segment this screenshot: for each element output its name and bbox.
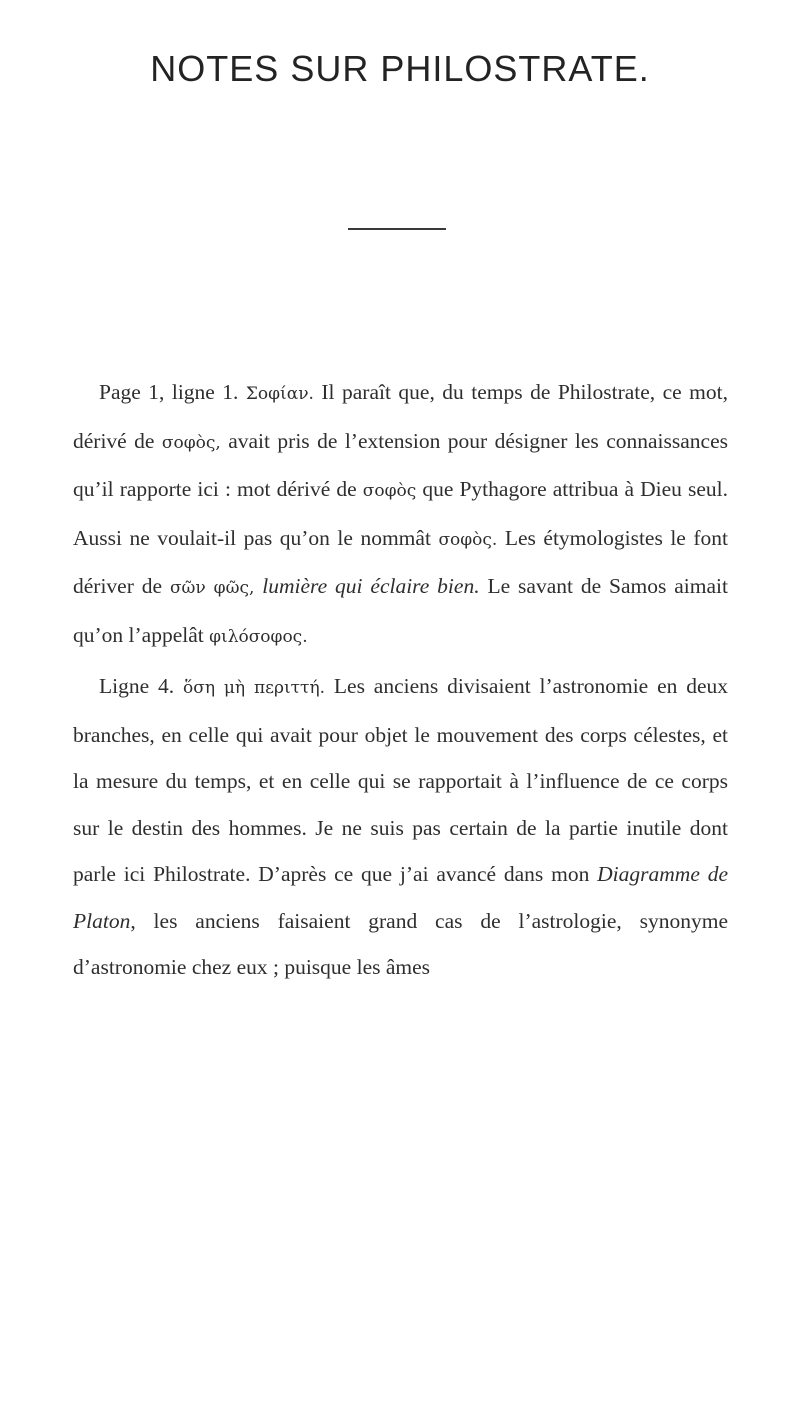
note-reference: Ligne 4. — [99, 674, 175, 698]
note-text — [174, 674, 183, 698]
note-text: Les anciens divisaient l’astronomie en deux branches, en celle qui avait pour objet le mouvement des corps célestes, et la mesure du temps, et en celle qui se rapportait à l’influence de ce corps sur le destin des hommes. Je ne suis pas certain de la partie inutile dont parle ici Philostrate. D’après ce que j’ai avancé dans mon — [73, 674, 729, 886]
greek-term: Σοφίαν. — [245, 384, 314, 404]
note-paragraph — [73, 369, 728, 660]
note-text — [238, 380, 245, 404]
greek-term: φιλόσοφος. — [209, 626, 308, 647]
page-title: NOTES SUR PHILOSTRATE. — [150, 48, 650, 89]
note-paragraph — [73, 663, 728, 991]
note-text: avait pris de l’extension pour désigner les connaissances qu’il rapporte ici : mot dérivé de — [73, 428, 728, 501]
greek-term: σοφὸς, — [161, 432, 221, 453]
greek-term: ὅση μὴ περιττή. — [182, 678, 326, 698]
notes-body — [73, 369, 728, 991]
greek-term: σῶν φῶς, — [169, 578, 255, 598]
italic-phrase: Diagramme de Platon — [73, 862, 728, 933]
greek-term: σοφὸς. — [438, 529, 498, 550]
greek-term: σοφὸς — [362, 481, 417, 501]
note-text: Il paraît que, du temps de Philostrate, ce mot, dérivé de — [73, 380, 728, 453]
title-divider — [348, 228, 446, 230]
note-reference: Page 1, ligne 1. — [99, 380, 239, 404]
note-text: , les anciens faisaient grand cas de l’astrologie, synonyme d’astronomie chez eux ; puisque les âmes — [73, 908, 728, 979]
note-text: Le savant de Samos aimait qu’on l’appelât — [73, 574, 728, 647]
italic-phrase: lumière qui éclaire bien. — [262, 574, 480, 598]
note-text: que Pythagore attribua à Dieu seul. Aussi ne voulait-il pas qu’on le nommât — [73, 477, 729, 550]
note-text: Les étymologistes le font dériver de — [73, 525, 728, 598]
